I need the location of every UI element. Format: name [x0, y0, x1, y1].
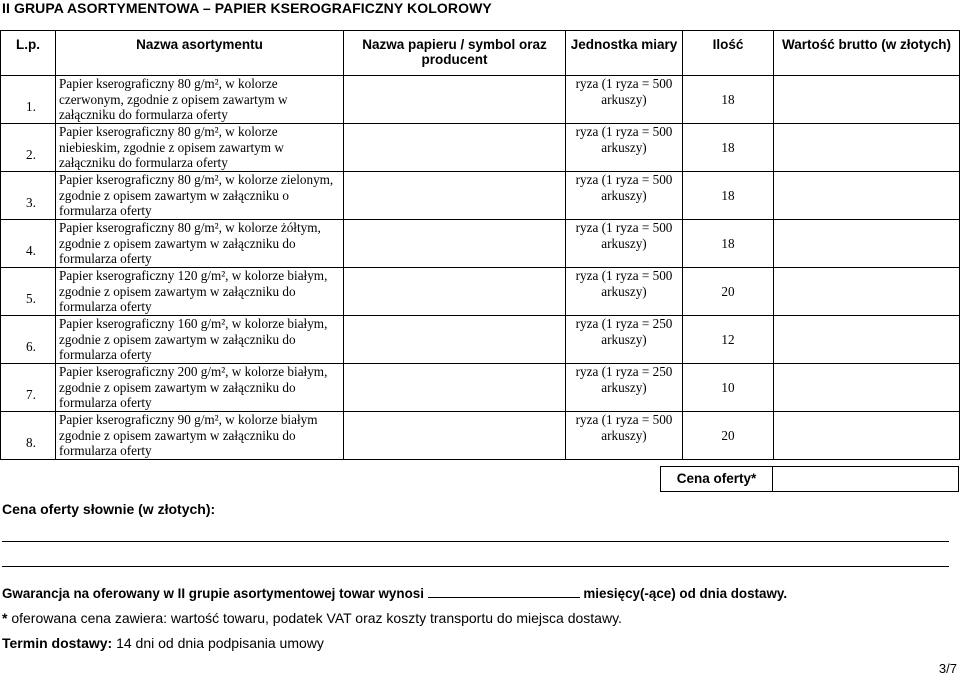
- cell-unit: ryza (1 ryza = 500 arkuszy): [566, 268, 683, 316]
- price-in-words-line-2[interactable]: [2, 566, 949, 567]
- cell-value[interactable]: [774, 220, 960, 268]
- header-lp: L.p.: [1, 31, 56, 76]
- cell-qty: 18: [683, 172, 774, 220]
- warranty-months-field[interactable]: [428, 585, 580, 598]
- cell-lp: 6.: [1, 316, 56, 364]
- table-row: [1, 268, 960, 316]
- cell-unit: ryza (1 ryza = 500 arkuszy): [566, 76, 683, 124]
- cell-unit: ryza (1 ryza = 250 arkuszy): [566, 316, 683, 364]
- cell-lp: 7.: [1, 364, 56, 412]
- header-unit: Jednostka miary: [566, 31, 683, 76]
- total-price-field[interactable]: [772, 466, 959, 492]
- cell-name: Papier kserograficzny 80 g/m², w kolorze czerwonym, zgodnie z opisem zawartym w załączniku do formularza oferty: [56, 76, 344, 124]
- cell-qty: 18: [683, 76, 774, 124]
- cell-unit: ryza (1 ryza = 500 arkuszy): [566, 220, 683, 268]
- section-heading: II GRUPA ASORTYMENTOWA – PAPIER KSEROGRAFICZNY KOLOROWY: [2, 0, 492, 16]
- cell-paper[interactable]: [344, 172, 566, 220]
- cell-lp: 4.: [1, 220, 56, 268]
- cell-paper[interactable]: [344, 220, 566, 268]
- cell-name: Papier kserograficzny 200 g/m², w kolorze białym, zgodnie z opisem zawartym w załączniku do formularza oferty: [56, 364, 344, 412]
- header-paper: Nazwa papieru / symbol oraz producent: [344, 31, 566, 76]
- table-row: [1, 220, 960, 268]
- cell-paper[interactable]: [344, 412, 566, 460]
- table-row: [1, 172, 960, 220]
- delivery-term-label: Termin dostawy:: [2, 635, 113, 651]
- table-row: [1, 364, 960, 412]
- price-note: [2, 610, 622, 626]
- cell-qty: 18: [683, 124, 774, 172]
- cell-qty: 18: [683, 220, 774, 268]
- note-asterisk: *: [2, 610, 8, 626]
- warranty-text-before: Gwarancja na oferowany w II grupie asortymentowej towar wynosi: [2, 586, 424, 601]
- warranty-statement: [2, 585, 787, 601]
- cell-unit: ryza (1 ryza = 500 arkuszy): [566, 124, 683, 172]
- table-row: [1, 412, 960, 460]
- header-value: Wartość brutto (w złotych): [774, 31, 960, 76]
- cell-value[interactable]: [774, 76, 960, 124]
- cell-qty: 10: [683, 364, 774, 412]
- total-price-label: Cena oferty*: [660, 466, 773, 492]
- delivery-term: [2, 635, 324, 651]
- table-row: [1, 124, 960, 172]
- header-name: Nazwa asortymentu: [56, 31, 344, 76]
- cell-qty: 20: [683, 412, 774, 460]
- cell-value[interactable]: [774, 268, 960, 316]
- cell-value[interactable]: [774, 172, 960, 220]
- cell-name: Papier kserograficzny 80 g/m², w kolorze żółtym, zgodnie z opisem zawartym w załączniku do formularza oferty: [56, 220, 344, 268]
- cell-unit: ryza (1 ryza = 250 arkuszy): [566, 364, 683, 412]
- cell-name: Papier kserograficzny 120 g/m², w kolorze białym, zgodnie z opisem zawartym w załączniku do formularza oferty: [56, 268, 344, 316]
- cell-lp: 5.: [1, 268, 56, 316]
- table-row: [1, 316, 960, 364]
- cell-lp: 8.: [1, 412, 56, 460]
- cell-value[interactable]: [774, 412, 960, 460]
- cell-name: Papier kserograficzny 80 g/m², w kolorze niebieskim, zgodnie z opisem zawartym w załączniku do formularza oferty: [56, 124, 344, 172]
- price-in-words-line-1[interactable]: [2, 541, 949, 542]
- note-text: oferowana cena zawiera: wartość towaru, podatek VAT oraz koszty transportu do miejsca dostawy.: [11, 610, 622, 626]
- warranty-text-after: miesięcy(-ące) od dnia dostawy.: [583, 586, 788, 601]
- cell-qty: 20: [683, 268, 774, 316]
- assortment-table: [0, 30, 960, 460]
- cell-paper[interactable]: [344, 124, 566, 172]
- cell-lp: 1.: [1, 76, 56, 124]
- cell-value[interactable]: [774, 364, 960, 412]
- header-qty: Ilość: [683, 31, 774, 76]
- cell-name: Papier kserograficzny 90 g/m², w kolorze białym zgodnie z opisem zawartym w załączniku do formularza oferty: [56, 412, 344, 460]
- cell-paper[interactable]: [344, 268, 566, 316]
- delivery-term-value: 14 dni od dnia podpisania umowy: [116, 635, 324, 651]
- cell-paper[interactable]: [344, 76, 566, 124]
- cell-paper[interactable]: [344, 316, 566, 364]
- table-header-row: [1, 31, 960, 76]
- price-in-words-label: Cena oferty słownie (w złotych):: [2, 501, 216, 517]
- cell-value[interactable]: [774, 124, 960, 172]
- cell-name: Papier kserograficzny 80 g/m², w kolorze zielonym, zgodnie z opisem zawartym w załączniku o formularza oferty: [56, 172, 344, 220]
- cell-lp: 3.: [1, 172, 56, 220]
- cell-qty: 12: [683, 316, 774, 364]
- cell-lp: 2.: [1, 124, 56, 172]
- cell-paper[interactable]: [344, 364, 566, 412]
- cell-unit: ryza (1 ryza = 500 arkuszy): [566, 412, 683, 460]
- page-number: 3/7: [938, 661, 957, 676]
- cell-name: Papier kserograficzny 160 g/m², w kolorze białym, zgodnie z opisem zawartym w załączniku do formularza oferty: [56, 316, 344, 364]
- cell-value[interactable]: [774, 316, 960, 364]
- cell-unit: ryza (1 ryza = 500 arkuszy): [566, 172, 683, 220]
- table-row: [1, 76, 960, 124]
